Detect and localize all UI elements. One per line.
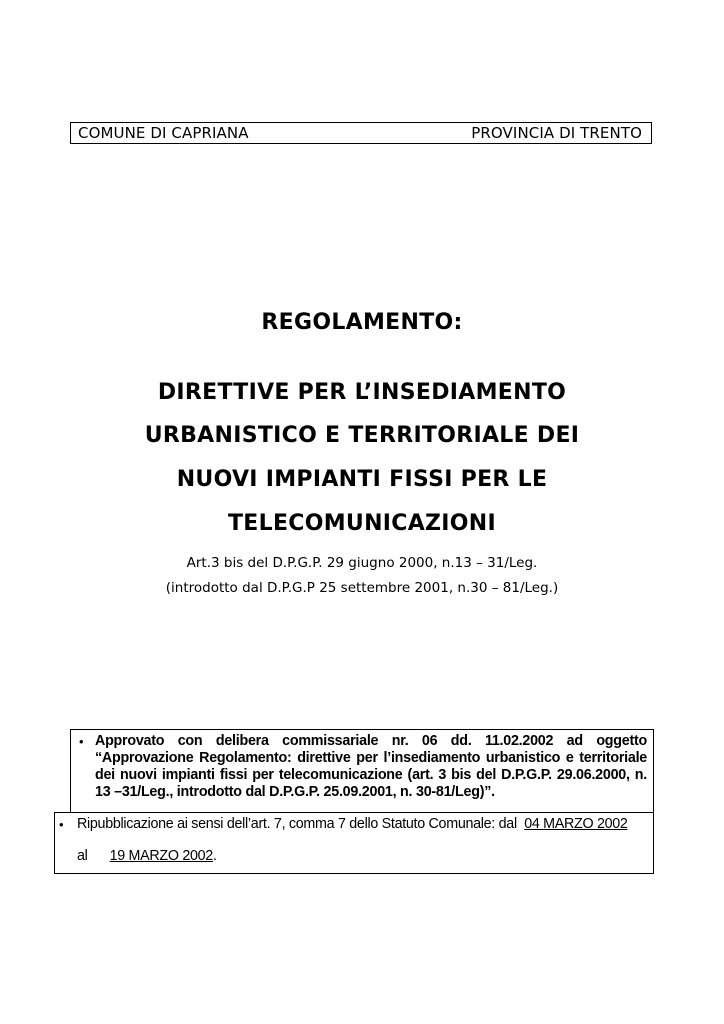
province-name: PROVINCIA DI TRENTO — [471, 124, 642, 142]
header-box — [70, 122, 652, 144]
document-title: REGOLAMENTO: — [261, 310, 463, 335]
republication-box — [54, 812, 654, 874]
republication-to-date: 19 MARZO 2002 — [109, 848, 213, 864]
republication-line-1 — [77, 816, 647, 832]
legal-reference-line-1: Art.3 bis del D.P.G.P. 29 giugno 2000, n.13 – 31/Leg. — [186, 555, 538, 571]
approval-text: Approvato con delibera commissariale nr. 06 dd. 11.02.2002 ad oggetto “Approvazione Regolamento: direttive per l’insediamento urbanistico e territoriale dei nuovi impianti fissi per telecomunicazione (art. 3 bis del D.P.G.P. 29.06.2000, n. 13 –31/Leg., introdotto dal D.P.G.P. 25.09.2001, n. 30-81/Leg)”. — [95, 733, 647, 800]
republication-from-date: 04 MARZO 2002 — [524, 816, 628, 832]
approval-box — [70, 729, 654, 812]
republication-text: Ripubblicazione ai sensi dell’art. 7, comma 7 dello Statuto Comunale: dal — [77, 816, 517, 832]
bullet-icon: • — [79, 734, 84, 749]
republication-end: . — [212, 848, 217, 864]
subtitle-line-2: URBANISTICO E TERRITORIALE DEI — [144, 423, 580, 448]
legal-reference-line-2: (introdotto dal D.P.G.P 25 settembre 2001, n.30 – 81/Leg.) — [165, 580, 559, 596]
subtitle-line-1: DIRETTIVE PER L’INSEDIAMENTO — [157, 380, 567, 405]
republication-line-2 — [77, 848, 217, 864]
subtitle-line-4: TELECOMUNICAZIONI — [228, 511, 496, 536]
subtitle-line-3: NUOVI IMPIANTI FISSI PER LE — [176, 467, 548, 492]
municipality-name: COMUNE DI CAPRIANA — [78, 124, 249, 142]
bullet-icon: • — [59, 817, 64, 832]
republication-to-label: al — [77, 848, 88, 864]
